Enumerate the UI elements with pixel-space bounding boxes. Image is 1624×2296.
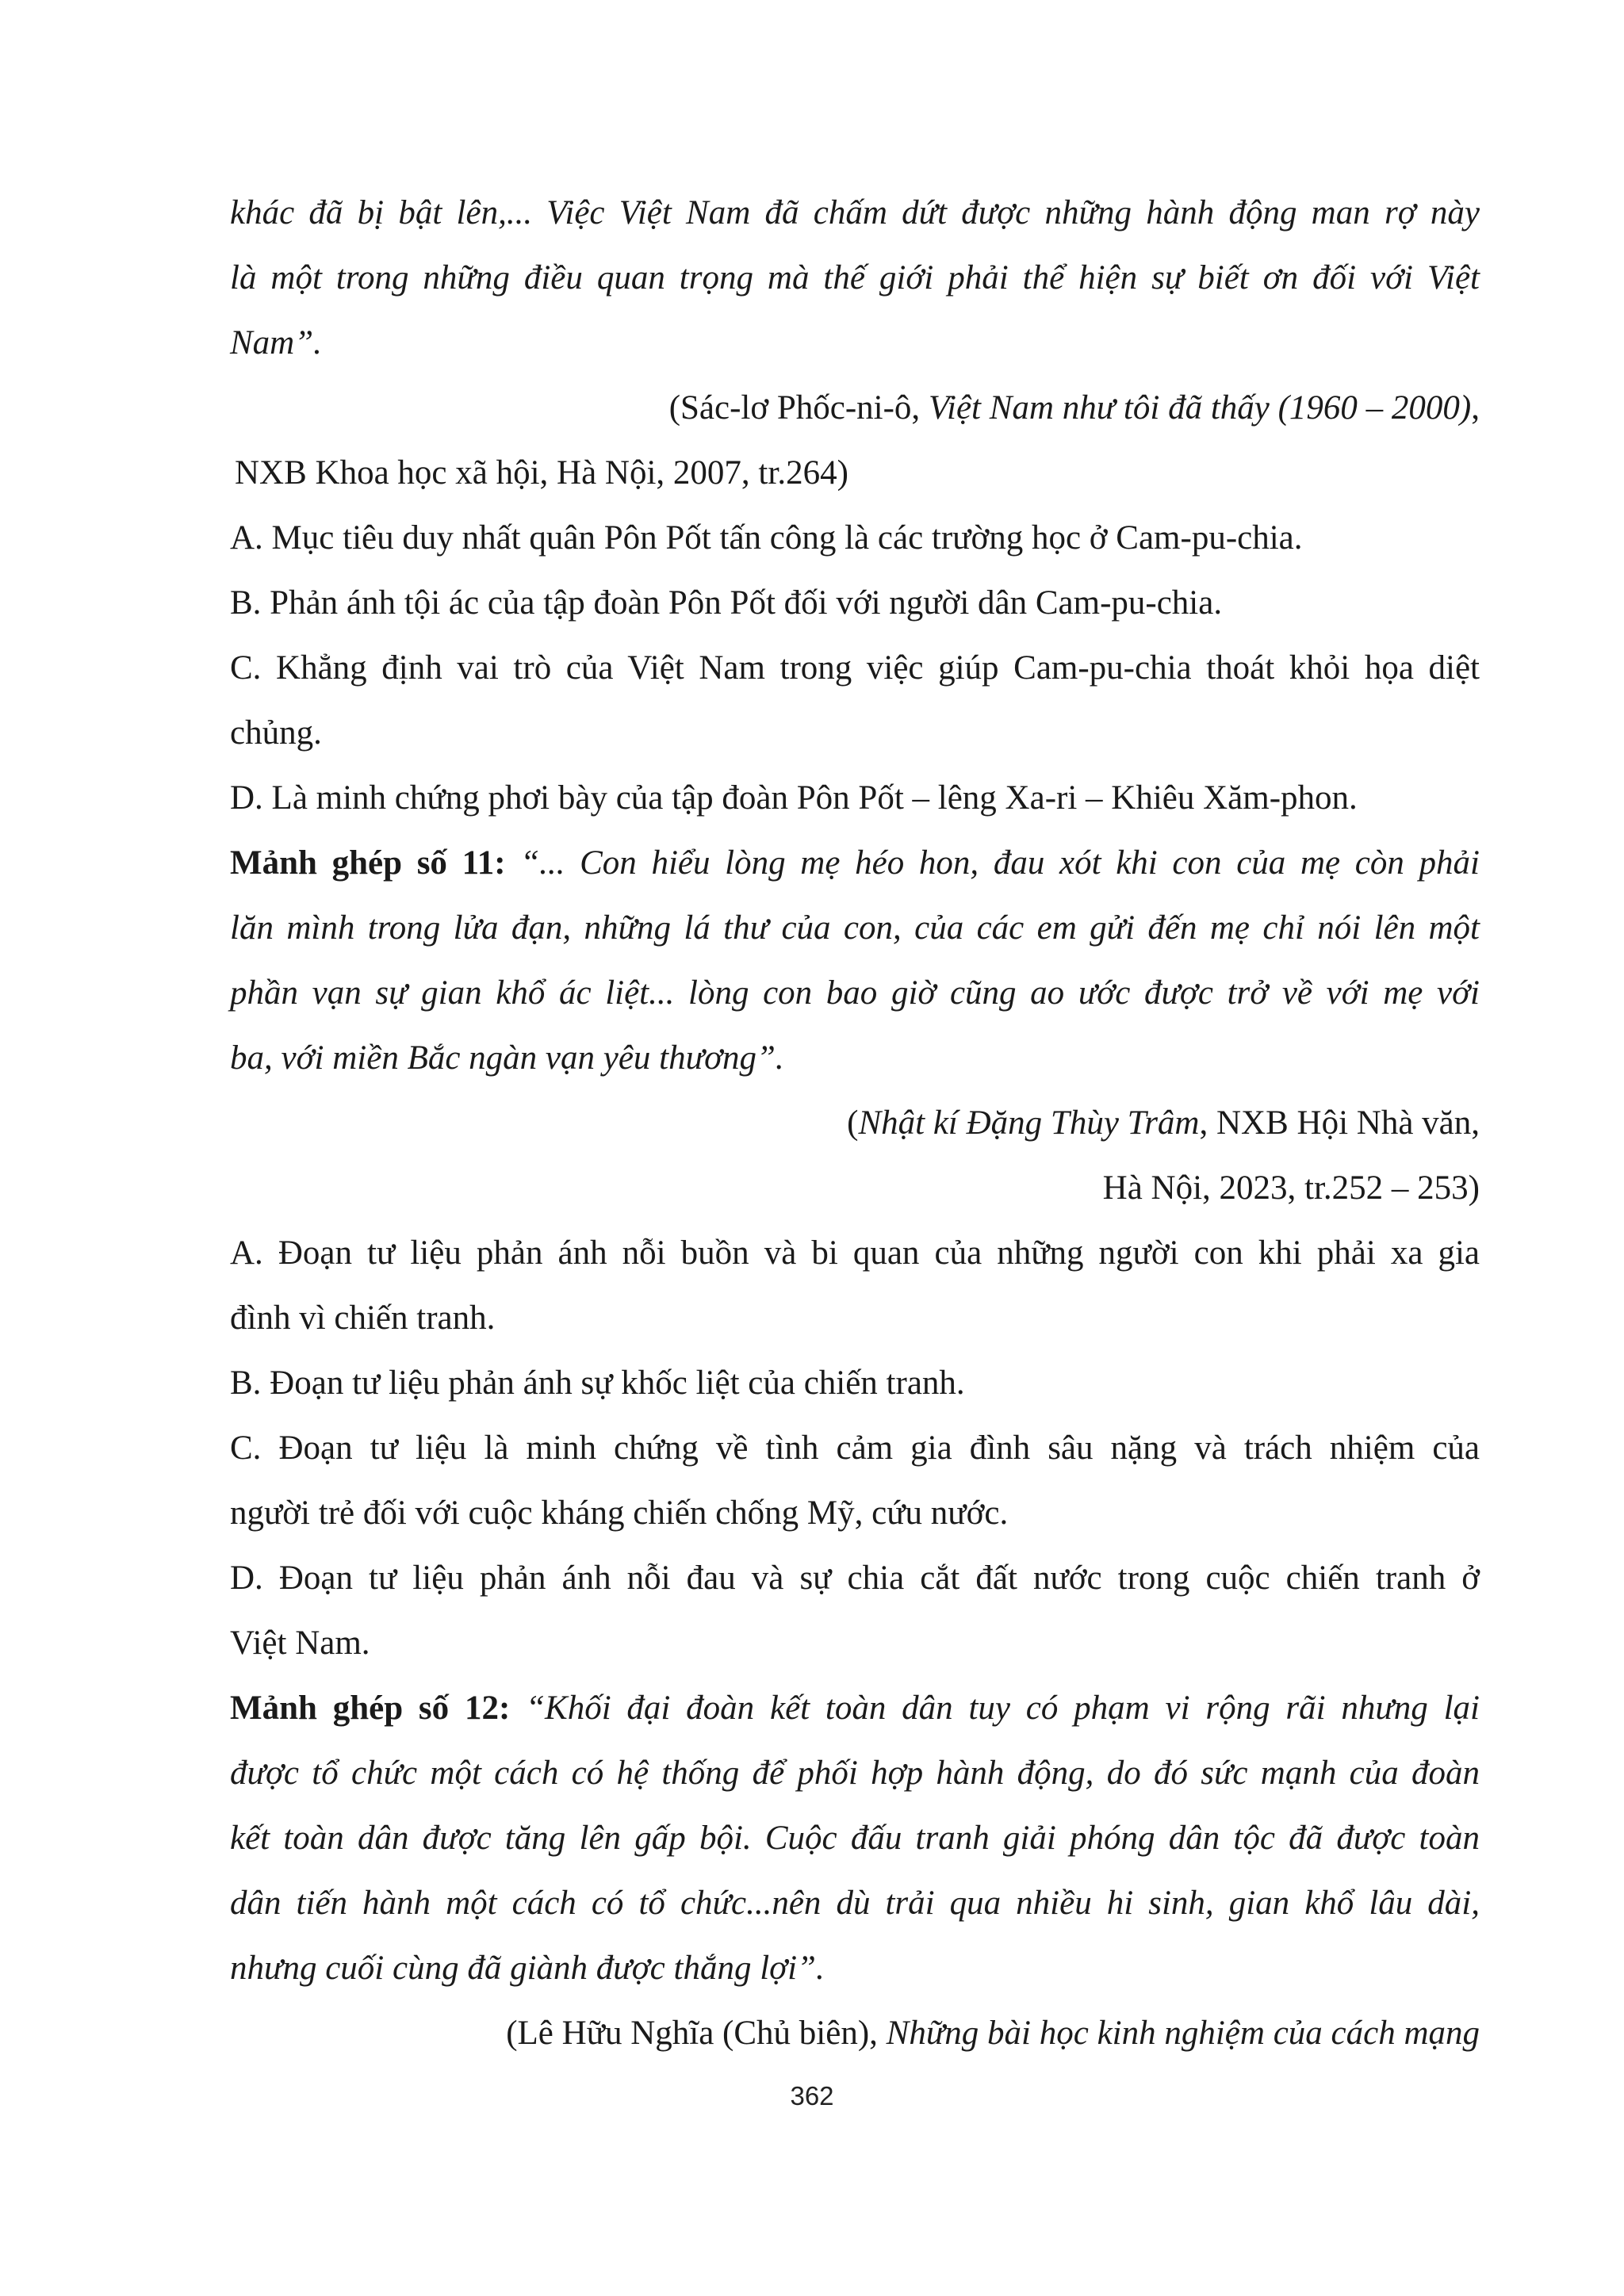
quote-line: ba, với miền Bắc ngàn vạn yêu thương”.: [230, 1039, 784, 1077]
citation-publisher: , NXB Hội Nhà văn,: [1199, 1104, 1480, 1142]
citation-line: [230, 2001, 1480, 2066]
quote-line: dân tiến hành một cách có tổ chức...nên dù trải qua nhiều hi sinh, gian khổ lâu dài,: [230, 1885, 1480, 1922]
answer-option-a-cont: đình vì chiến tranh.: [230, 1299, 496, 1337]
document-page: [230, 181, 1480, 2066]
citation-line: [230, 1091, 1480, 1156]
quote-line: khác đã bị bật lên,... Việc Việt Nam đã chấm dứt được những hành động man rợ này: [230, 194, 1480, 232]
citation-title: Việt Nam như tôi đã thấy (1960 – 2000): [928, 389, 1472, 427]
citation-title: Nhật kí Đặng Thùy Trâm: [858, 1104, 1200, 1142]
quote-line: kết toàn dân được tăng lên gấp bội. Cuộc đấu tranh giải phóng dân tộc đã được toàn: [230, 1820, 1480, 1857]
answer-option-b: B. Đoạn tư liệu phản ánh sự khốc liệt của chiến tranh.: [230, 1364, 965, 1402]
answer-option-c: C. Đoạn tư liệu là minh chứng về tình cảm gia đình sâu nặng và trách nhiệm của: [230, 1429, 1480, 1467]
citation-author: (Sác-lơ Phốc-ni-ô,: [668, 389, 929, 427]
puzzle-label: Mảnh ghép số 11:: [230, 844, 506, 882]
answer-option-a: A. Đoạn tư liệu phản ánh nỗi buồn và bi quan của những người con khi phải xa gia: [230, 1234, 1480, 1272]
answer-option-d-cont: Việt Nam.: [230, 1624, 370, 1662]
answer-option-c-cont: chủng.: [230, 714, 322, 752]
citation-author: (Lê Hữu Nghĩa (Chủ biên),: [506, 2015, 887, 2052]
citation-line: Hà Nội, 2023, tr.252 – 253): [1102, 1169, 1480, 1207]
answer-option-c: C. Khẳng định vai trò của Việt Nam trong việc giúp Cam-pu-chia thoát khỏi họa diệt: [230, 649, 1480, 687]
quote-line: được tổ chức một cách có hệ thống để phối hợp hành động, do đó sức mạnh của đoàn: [230, 1755, 1480, 1792]
quote-text: “Khối đại đoàn kết toàn dân tuy có phạm vi rộng rãi nhưng lại: [526, 1689, 1480, 1727]
page-number: 362: [790, 2081, 834, 2110]
citation-punct: (: [847, 1104, 859, 1142]
answer-option-d: D. Là minh chứng phơi bày của tập đoàn Pôn Pốt – lêng Xa-ri – Khiêu Xăm-phon.: [230, 779, 1358, 817]
quote-line: là một trong những điều quan trọng mà thế giới phải thể hiện sự biết ơn đối với Việt: [230, 259, 1480, 297]
quote-line: lăn mình trong lửa đạn, những lá thư của con, của các em gửi đến mẹ chỉ nói lên một: [230, 909, 1480, 947]
citation-line: NXB Khoa học xã hội, Hà Nội, 2007, tr.264): [235, 454, 848, 492]
puzzle-piece-11: [230, 831, 1480, 896]
quote-line: phần vạn sự gian khổ ác liệt... lòng con bao giờ cũng ao ước được trở về với mẹ với: [230, 974, 1480, 1012]
quote-text: “... Con hiểu lòng mẹ héo hon, đau xót khi con của mẹ còn phải: [520, 844, 1480, 882]
answer-option-d: D. Đoạn tư liệu phản ánh nỗi đau và sự chia cắt đất nước trong cuộc chiến tranh ở: [230, 1559, 1480, 1597]
citation-line: [230, 376, 1480, 441]
answer-option-a: A. Mục tiêu duy nhất quân Pôn Pốt tấn công là các trường học ở Cam-pu-chia.: [230, 519, 1303, 557]
puzzle-label: Mảnh ghép số 12:: [230, 1689, 511, 1727]
quote-line: Nam”.: [230, 324, 322, 362]
answer-option-c-cont: người trẻ đối với cuộc kháng chiến chống Mỹ, cứu nước.: [230, 1494, 1009, 1532]
citation-title: Những bài học kinh nghiệm của cách mạng: [886, 2015, 1480, 2052]
citation-punct: ,: [1471, 389, 1480, 427]
quote-line: nhưng cuối cùng đã giành được thắng lợi”.: [230, 1950, 825, 1987]
answer-option-b: B. Phản ánh tội ác của tập đoàn Pôn Pốt đối với người dân Cam-pu-chia.: [230, 584, 1223, 622]
puzzle-piece-12: [230, 1676, 1480, 1741]
